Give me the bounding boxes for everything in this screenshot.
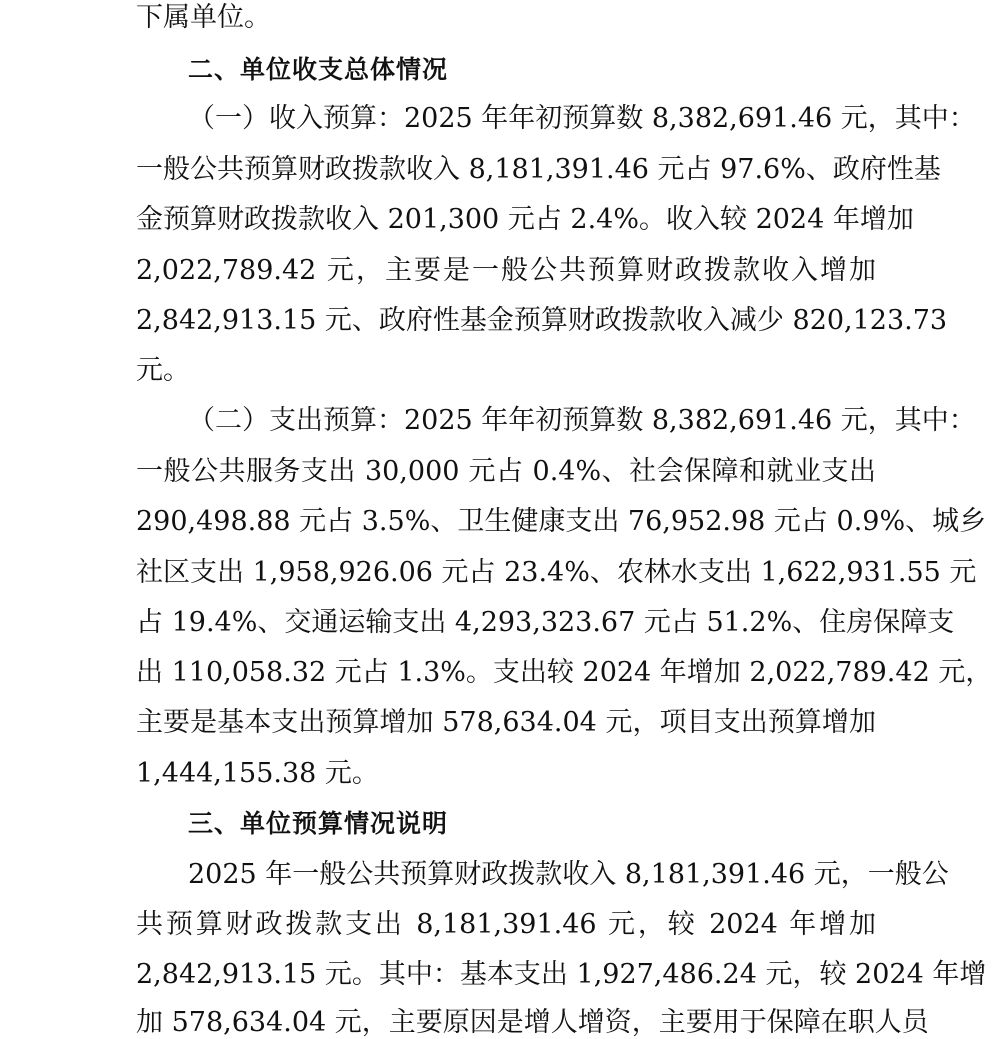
paragraph-line: 加 578,634.04 元，主要原因是增人增资，主要用于保障在职人员 (136, 1007, 929, 1038)
paragraph-line: （一）收入预算：2025 年年初预算数 8,382,691.46 元，其中： (188, 103, 976, 134)
paragraph-line: 2,842,913.15 元、政府性基金预算财政拨款收入减少 820,123.73 (136, 305, 948, 336)
paragraph-line: （二）支出预算：2025 年年初预算数 8,382,691.46 元，其中： (188, 405, 976, 436)
paragraph-line: 社区支出 1,958,926.06 元占 23.4%、农林水支出 1,622,931.55 元 (136, 557, 977, 588)
paragraph-line: 金预算财政拨款收入 201,300 元占 2.4%。收入较 2024 年增加 (136, 204, 914, 235)
section-heading: 二、单位收支总体情况 (188, 55, 449, 84)
paragraph-line: 共预算财政拨款支出 8,181,391.46 元，较 2024 年增加 (136, 909, 876, 940)
section-heading: 三、单位预算情况说明 (188, 809, 449, 838)
paragraph-line: 占 19.4%、交通运输支出 4,293,323.67 元占 51.2%、住房保障支 (136, 607, 955, 638)
paragraph-line: 290,498.88 元占 3.5%、卫生健康支出 76,952.98 元占 0.9%、城乡 (136, 506, 987, 537)
paragraph-line: 2,022,789.42 元，主要是一般公共预算财政拨款收入增加 (136, 255, 876, 286)
paragraph-line: 1,444,155.38 元。 (136, 758, 379, 789)
paragraph-line: 一般公共预算财政拨款收入 8,181,391.46 元占 97.6%、政府性基 (136, 154, 941, 185)
paragraph-line: 2025 年一般公共预算财政拨款收入 8,181,391.46 元，一般公 (188, 859, 949, 890)
paragraph-line: 元。 (136, 355, 190, 386)
paragraph-line: 下属单位。 (136, 2, 271, 33)
paragraph-line: 出 110,058.32 元占 1.3%。支出较 2024 年增加 2,022,789.42 元， (136, 657, 993, 688)
paragraph-line: 主要是基本支出预算增加 578,634.04 元，项目支出预算增加 (136, 707, 876, 738)
paragraph-line: 一般公共服务支出 30,000 元占 0.4%、社会保障和就业支出 (136, 456, 876, 487)
paragraph-line: 2,842,913.15 元。其中：基本支出 1,927,486.24 元，较 2024 年增 (136, 959, 987, 990)
